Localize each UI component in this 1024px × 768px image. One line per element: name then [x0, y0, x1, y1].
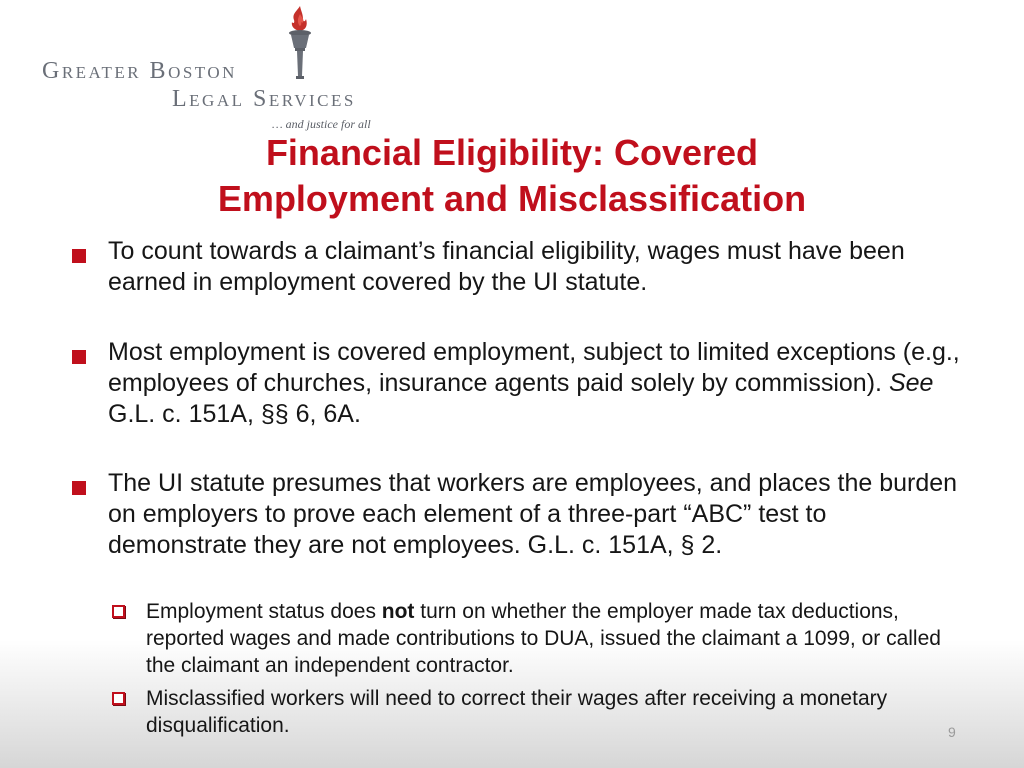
- torch-icon: [282, 4, 318, 80]
- bullet-text: The UI statute presumes that workers are employees, and places the burden on employers to prove each element of a three-part “ABC” test to demonstrate they are not employees. G.L. c. 151A, § 2.: [108, 469, 958, 559]
- bullet-text: To count towards a claimant’s financial eligibility, wages must have been earned in employment covered by the UI statute.: [108, 237, 905, 296]
- subbullet-text-part: Employment status does: [146, 600, 382, 623]
- red-square-bullet-icon: [72, 249, 86, 263]
- logo-line-1: Greater Boston: [42, 58, 237, 84]
- subbullet-text-bold: not: [381, 600, 415, 623]
- logo-tagline: … and justice for all: [272, 117, 371, 131]
- subbullet-text-part: turn on whether the employer made tax deductions, reported wages and made contributions to DUA, issued the claimant a 1099, or called the claimant an independent contractor.: [146, 600, 941, 677]
- slide-title: [0, 130, 1024, 222]
- organization-logo: [0, 0, 400, 140]
- subbullet-text: Misclassified workers will need to correct their wages after receiving a monetary disqualification.: [146, 687, 888, 737]
- bullet-text-emphasis: See: [888, 369, 934, 397]
- page-number: 9: [948, 724, 956, 740]
- checkbox-outline-bullet-icon: [112, 692, 125, 705]
- subbullet-text: [146, 598, 966, 679]
- red-square-bullet-icon: [72, 481, 86, 495]
- red-square-bullet-icon: [72, 350, 86, 364]
- slide-title-line-2: Employment and Misclassification: [217, 178, 807, 219]
- bullet-text-part: G.L. c. 151A, §§ 6, 6A.: [108, 400, 361, 428]
- checkbox-outline-bullet-icon: [112, 605, 125, 618]
- bullet-text: [108, 337, 968, 430]
- logo-line-2: Legal Services: [172, 86, 356, 112]
- bullet-text-part: Most employment is covered employment, subject to limited exceptions (e.g., employees of churches, insurance agents paid solely by commission).: [108, 338, 960, 397]
- slide-title-line-1: Financial Eligibility: Covered: [265, 132, 759, 173]
